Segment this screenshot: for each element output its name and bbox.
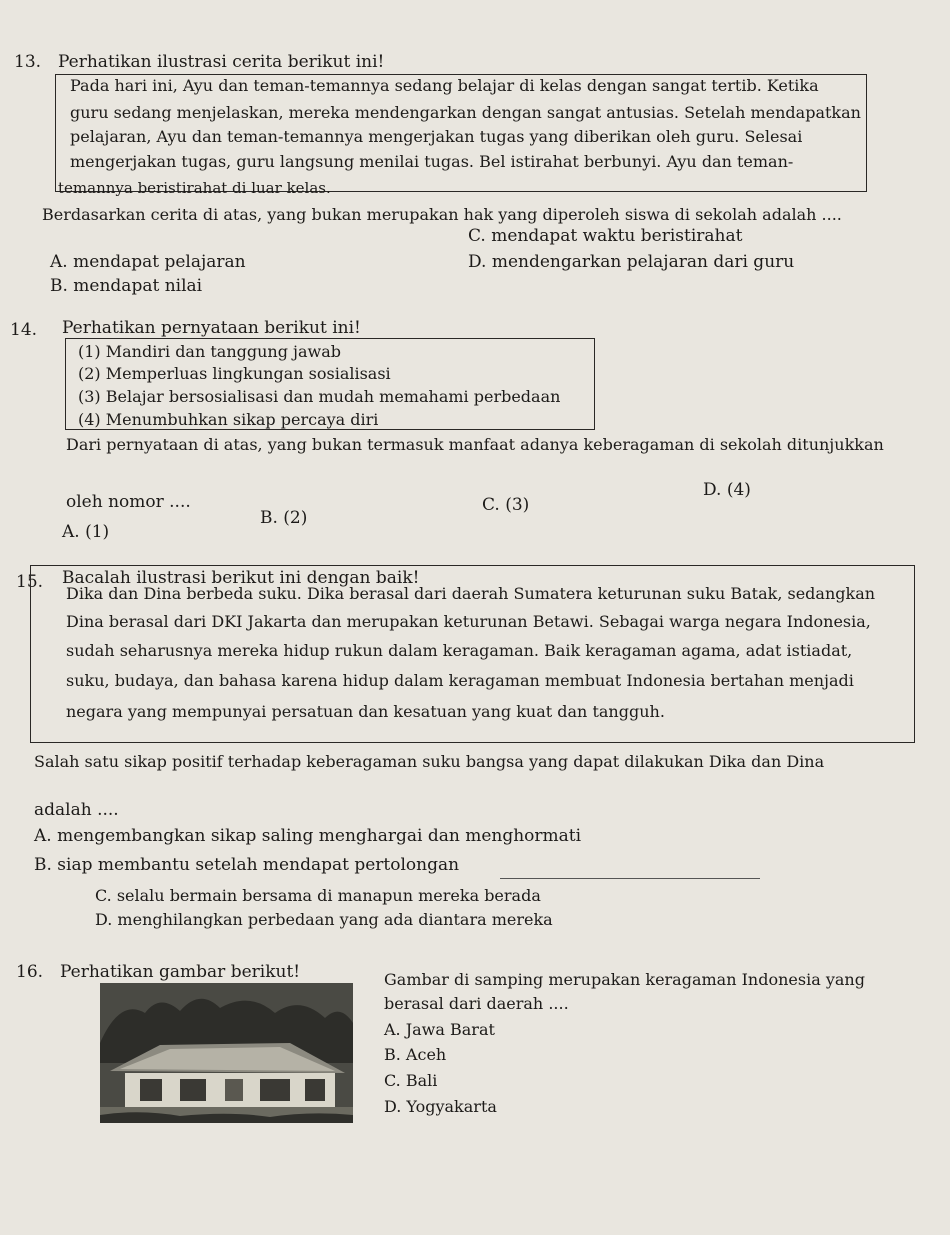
q13-story-line-4: mengerjakan tugas, guru langsung menilai tugas. Bel istirahat berbunyi. Ayu dan teman- [70,152,794,171]
q14-statement-2: (2) Memperluas lingkungan sosialisasi [78,364,391,383]
q13-prompt: Perhatikan ilustrasi cerita berikut ini! [58,52,385,72]
q16-option-c[interactable]: C. Bali [384,1071,438,1090]
q15-prompt: Bacalah ilustrasi berikut ini dengan baik! [62,568,420,588]
q13-story-line-3: pelajaran, Ayu dan teman-temannya mengerjakan tugas yang diberikan oleh guru. Selesai [70,127,803,146]
q13-option-a[interactable]: A. mendapat pelajaran [50,252,246,272]
q15-question-line-1: Salah satu sikap positif terhadap keberagaman suku bangsa yang dapat dilakukan Dika dan Dina [34,752,825,771]
q15-option-a[interactable]: A. mengembangkan sikap saling menghargai dan menghormati [34,826,582,846]
q14-option-b[interactable]: B. (2) [260,508,308,528]
q15-story-line-4: suku, budaya, dan bahasa karena hidup dalam keragaman membuat Indonesia bertahan menjadi [66,671,854,690]
q15-story-line-5: negara yang mempunyai persatuan dan kesatuan yang kuat dan tangguh. [66,702,665,721]
q14-option-a[interactable]: A. (1) [62,522,110,542]
q16-question-line-1: Gambar di samping merupakan keragaman Indonesia yang [384,970,865,989]
q14-prompt: Perhatikan pernyataan berikut ini! [62,318,361,338]
q14-option-c[interactable]: C. (3) [482,495,530,515]
q13-number: 13. [14,52,42,72]
q15-option-c[interactable]: C. selalu bermain bersama di manapun mereka berada [95,886,541,905]
traditional-house-image [100,983,353,1123]
q15-story-line-1: Dika dan Dina berbeda suku. Dika berasal dari daerah Sumatera keturunan suku Batak, sedangkan [66,584,876,603]
q16-option-b[interactable]: B. Aceh [384,1045,447,1064]
q15-question-line-2: adalah .... [34,800,119,820]
q16-option-a[interactable]: A. Jawa Barat [384,1020,495,1039]
q13-story-line-1: Pada hari ini, Ayu dan teman-temannya sedang belajar di kelas dengan sangat tertib. Ketika [70,76,819,95]
q13-question: Berdasarkan cerita di atas, yang bukan merupakan hak yang diperoleh siswa di sekolah adalah .... [42,205,842,224]
q15-number: 15. [16,572,44,592]
q15-story-line-2: Dina berasal dari DKI Jakarta dan merupakan keturunan Betawi. Sebagai warga negara Indonesia, [66,612,871,631]
q15-story-line-3: sudah seharusnya mereka hidup rukun dalam keragaman. Baik keragaman agama, adat istiadat, [66,641,853,660]
q14-question-line-2: oleh nomor .... [66,492,191,512]
q14-statement-1: (1) Mandiri dan tanggung jawab [78,342,342,361]
q13-option-b[interactable]: B. mendapat nilai [50,276,203,296]
q14-number: 14. [10,320,38,340]
q16-option-d[interactable]: D. Yogyakarta [384,1097,497,1116]
q14-question-line-1: Dari pernyataan di atas, yang bukan termasuk manfaat adanya keberagaman di sekolah ditunjukkan [66,435,884,454]
q14-statement-4: (4) Menumbuhkan sikap percaya diri [78,410,379,429]
q13-story-line-5: temannya beristirahat di luar kelas. [58,179,331,197]
q16-number: 16. [16,962,44,982]
q16-prompt: Perhatikan gambar berikut! [60,962,301,982]
q14-option-d[interactable]: D. (4) [703,480,751,500]
q15-answer-underline [500,878,760,879]
q14-statement-3: (3) Belajar bersosialisasi dan mudah memahami perbedaan [78,387,561,406]
q13-option-c[interactable]: C. mendapat waktu beristirahat [468,226,743,246]
q15-option-d[interactable]: D. menghilangkan perbedaan yang ada diantara mereka [95,910,553,929]
q16-question-line-2: berasal dari daerah .... [384,994,569,1013]
q13-story-line-2: guru sedang menjelaskan, mereka mendengarkan dengan sangat antusias. Setelah mendapatkan [70,103,861,122]
traditional-house-photo [100,983,353,1123]
q13-option-d[interactable]: D. mendengarkan pelajaran dari guru [468,252,795,272]
q15-option-b[interactable]: B. siap membantu setelah mendapat pertolongan [34,855,460,875]
